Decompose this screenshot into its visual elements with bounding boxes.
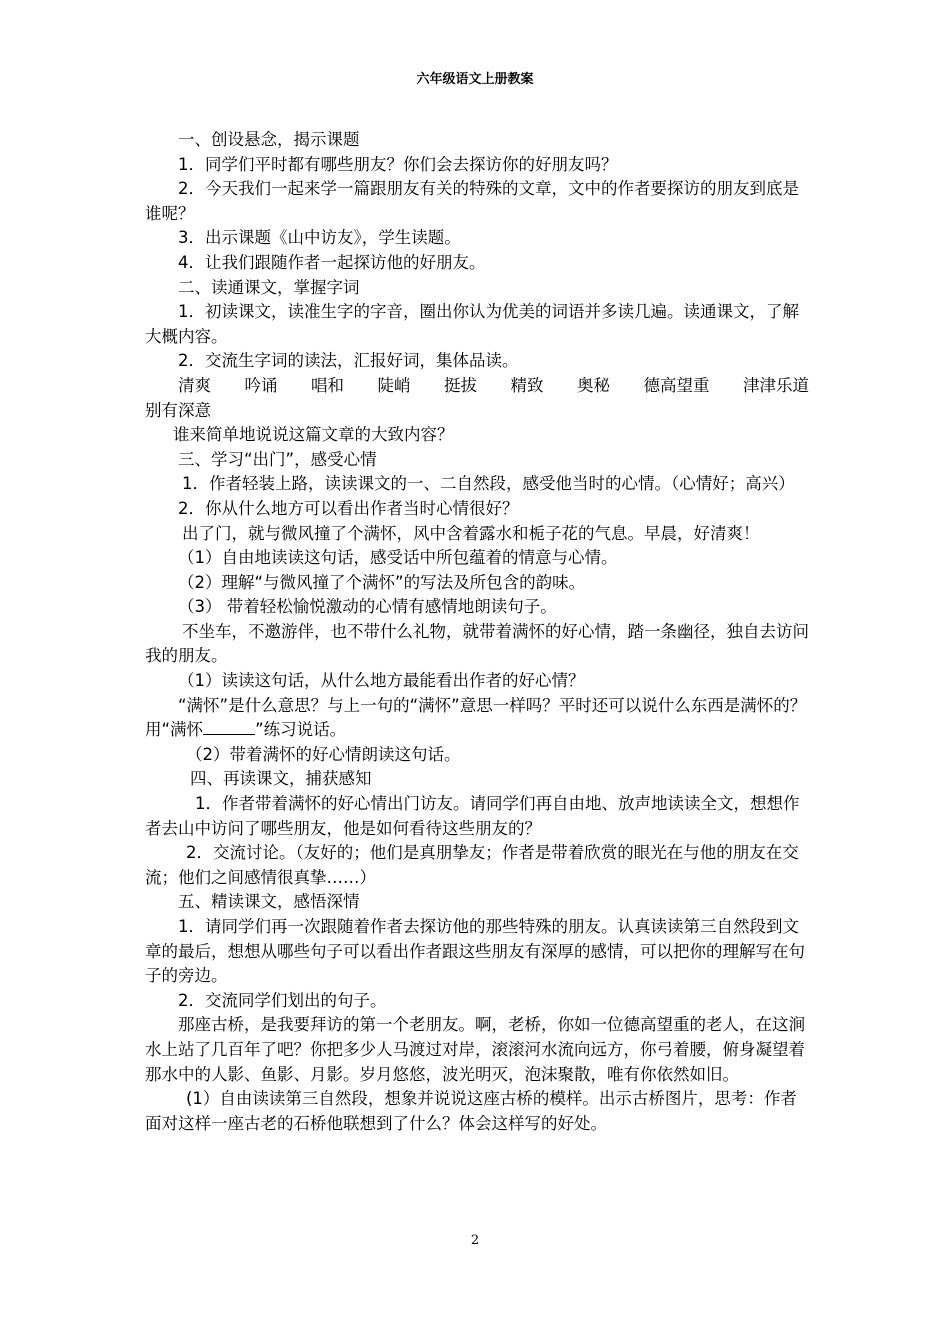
paragraph-text: “满怀”是什么意思？与上一句的“满怀”意思一样吗？平时还可以说什么东西是满怀的？用“满怀	[145, 695, 807, 740]
section-heading-5: 五、精读课文，感悟深情	[178, 892, 360, 912]
section-heading-1: 一、创设悬念，揭示课题	[178, 130, 360, 149]
paragraph: （2）理解“与微风撞了个满怀”的写法及所包含的韵味。	[178, 572, 586, 592]
vocabulary-word: 吟诵	[244, 375, 278, 395]
paragraph: （1）读读这句话，从什么地方最能看出作者的好心情？	[178, 671, 585, 691]
paragraph: （2）带着满怀的好心情朗读这句话。	[186, 744, 461, 764]
vocabulary-word-continued: 别有深意	[145, 400, 211, 420]
quoted-text: 出了门，就与微风撞了个满怀，风中含着露水和栀子花的气息。早晨，好清爽！	[182, 523, 760, 543]
paragraph: 谁来简单地说说这篇文章的大致内容？	[173, 425, 454, 445]
section-heading-4: 四、再读课文，捕获感知	[190, 769, 372, 789]
page-header-title: 六年级语文上册教案	[416, 72, 534, 87]
quoted-text: 不坐车，不邀游伴，也不带什么礼物，就带着满怀的好心情，踏一条幽径，独自去访问我的朋友。	[145, 621, 809, 666]
paragraph: (1）自由读读第三自然段，想象并说说这座古桥的模样。出示古桥图片，思考：作者面对这样一座古老的石桥他联想到了什么？体会这样写的好处。	[145, 1089, 797, 1133]
vocabulary-word: 德高望重	[643, 375, 710, 395]
page-number: 2	[470, 1233, 480, 1248]
vocabulary-word: 精致	[510, 375, 544, 395]
paragraph: （1）自由地读读这句话，感受话中所包蕴着的情意与心情。	[178, 548, 618, 568]
paragraph: 1．请同学们再一次跟随着作者去探访他的那些特殊的朋友。认真读读第三自然段到文章的最后，想想从哪些句子可以看出作者跟这些朋友有深厚的感情，可以把你的理解写在句子的旁边。	[145, 917, 805, 986]
paragraph: 2．交流生字词的读法，汇报好词，集体品读。	[178, 351, 519, 371]
vocabulary-word: 唱和	[311, 375, 344, 395]
paragraph-text: ”练习说话。	[255, 720, 347, 740]
vocabulary-word-list	[145, 374, 813, 399]
paragraph: 1．初读课文，读准生字的字音，圈出你认为优美的词语并多读几遍。读通课文，了解大概内容。	[145, 302, 799, 346]
paragraph: 1．作者带着满怀的好心情出门访友。请同学们再自由地、放声地读读全文，想想作者去山中访问了哪些朋友，他是如何看待这些朋友的？	[145, 794, 800, 838]
vocabulary-word: 陡峭	[377, 375, 411, 395]
paragraph: 2．交流同学们划出的句子。	[178, 990, 387, 1010]
paragraph-with-blank	[145, 694, 813, 743]
lesson-plan-body	[145, 128, 813, 1136]
vocabulary-word: 津津乐道	[743, 375, 809, 395]
quoted-text: 那座古桥，是我要拜访的第一个老朋友。啊，老桥，你如一位德高望重的老人，在这涧水上站了几百年了吧？你把多少人马渡过对岸，滚滚河水流向远方，你弓着腰，俯身凝望着那水中的人影、鱼影、月影。岁月悠悠，波光明灭，泡沫聚散，唯有你依然如旧。	[145, 1015, 805, 1084]
paragraph: 2．你从什么地方可以看出作者当时心情很好？	[178, 498, 519, 518]
vocabulary-word: 奥秘	[577, 375, 610, 395]
paragraph: 1．同学们平时都有哪些朋友？你们会去探访你的好朋友吗？	[178, 154, 618, 174]
paragraph: 4．让我们跟随作者一起探访他的好朋友。	[178, 252, 486, 272]
vocabulary-word: 挺拔	[444, 375, 477, 395]
paragraph: 2．今天我们一起来学一篇跟朋友有关的特殊的文章，文中的作者要探访的朋友到底是谁呢？	[145, 179, 799, 223]
paragraph: 2．交流讨论。（友好的；他们是真朋挚友；作者是带着欣赏的眼光在与他的朋友在交流；他们之间感情很真挚……）	[145, 843, 799, 887]
paragraph: （3） 带着轻松愉悦激动的心情有感情地朗读句子。	[178, 597, 557, 617]
paragraph: 3．出示课题《山中访友》，学生读题。	[178, 228, 461, 248]
paragraph: 1．作者轻装上路，读读课文的一、二自然段，感受他当时的心情。（心情好；高兴）	[182, 474, 795, 494]
vocabulary-word: 清爽	[178, 375, 211, 395]
fill-in-blank	[203, 718, 255, 735]
section-heading-2: 二、读通课文，掌握字词	[178, 277, 360, 297]
section-heading-3: 三、学习“出门”，感受心情	[178, 449, 377, 469]
